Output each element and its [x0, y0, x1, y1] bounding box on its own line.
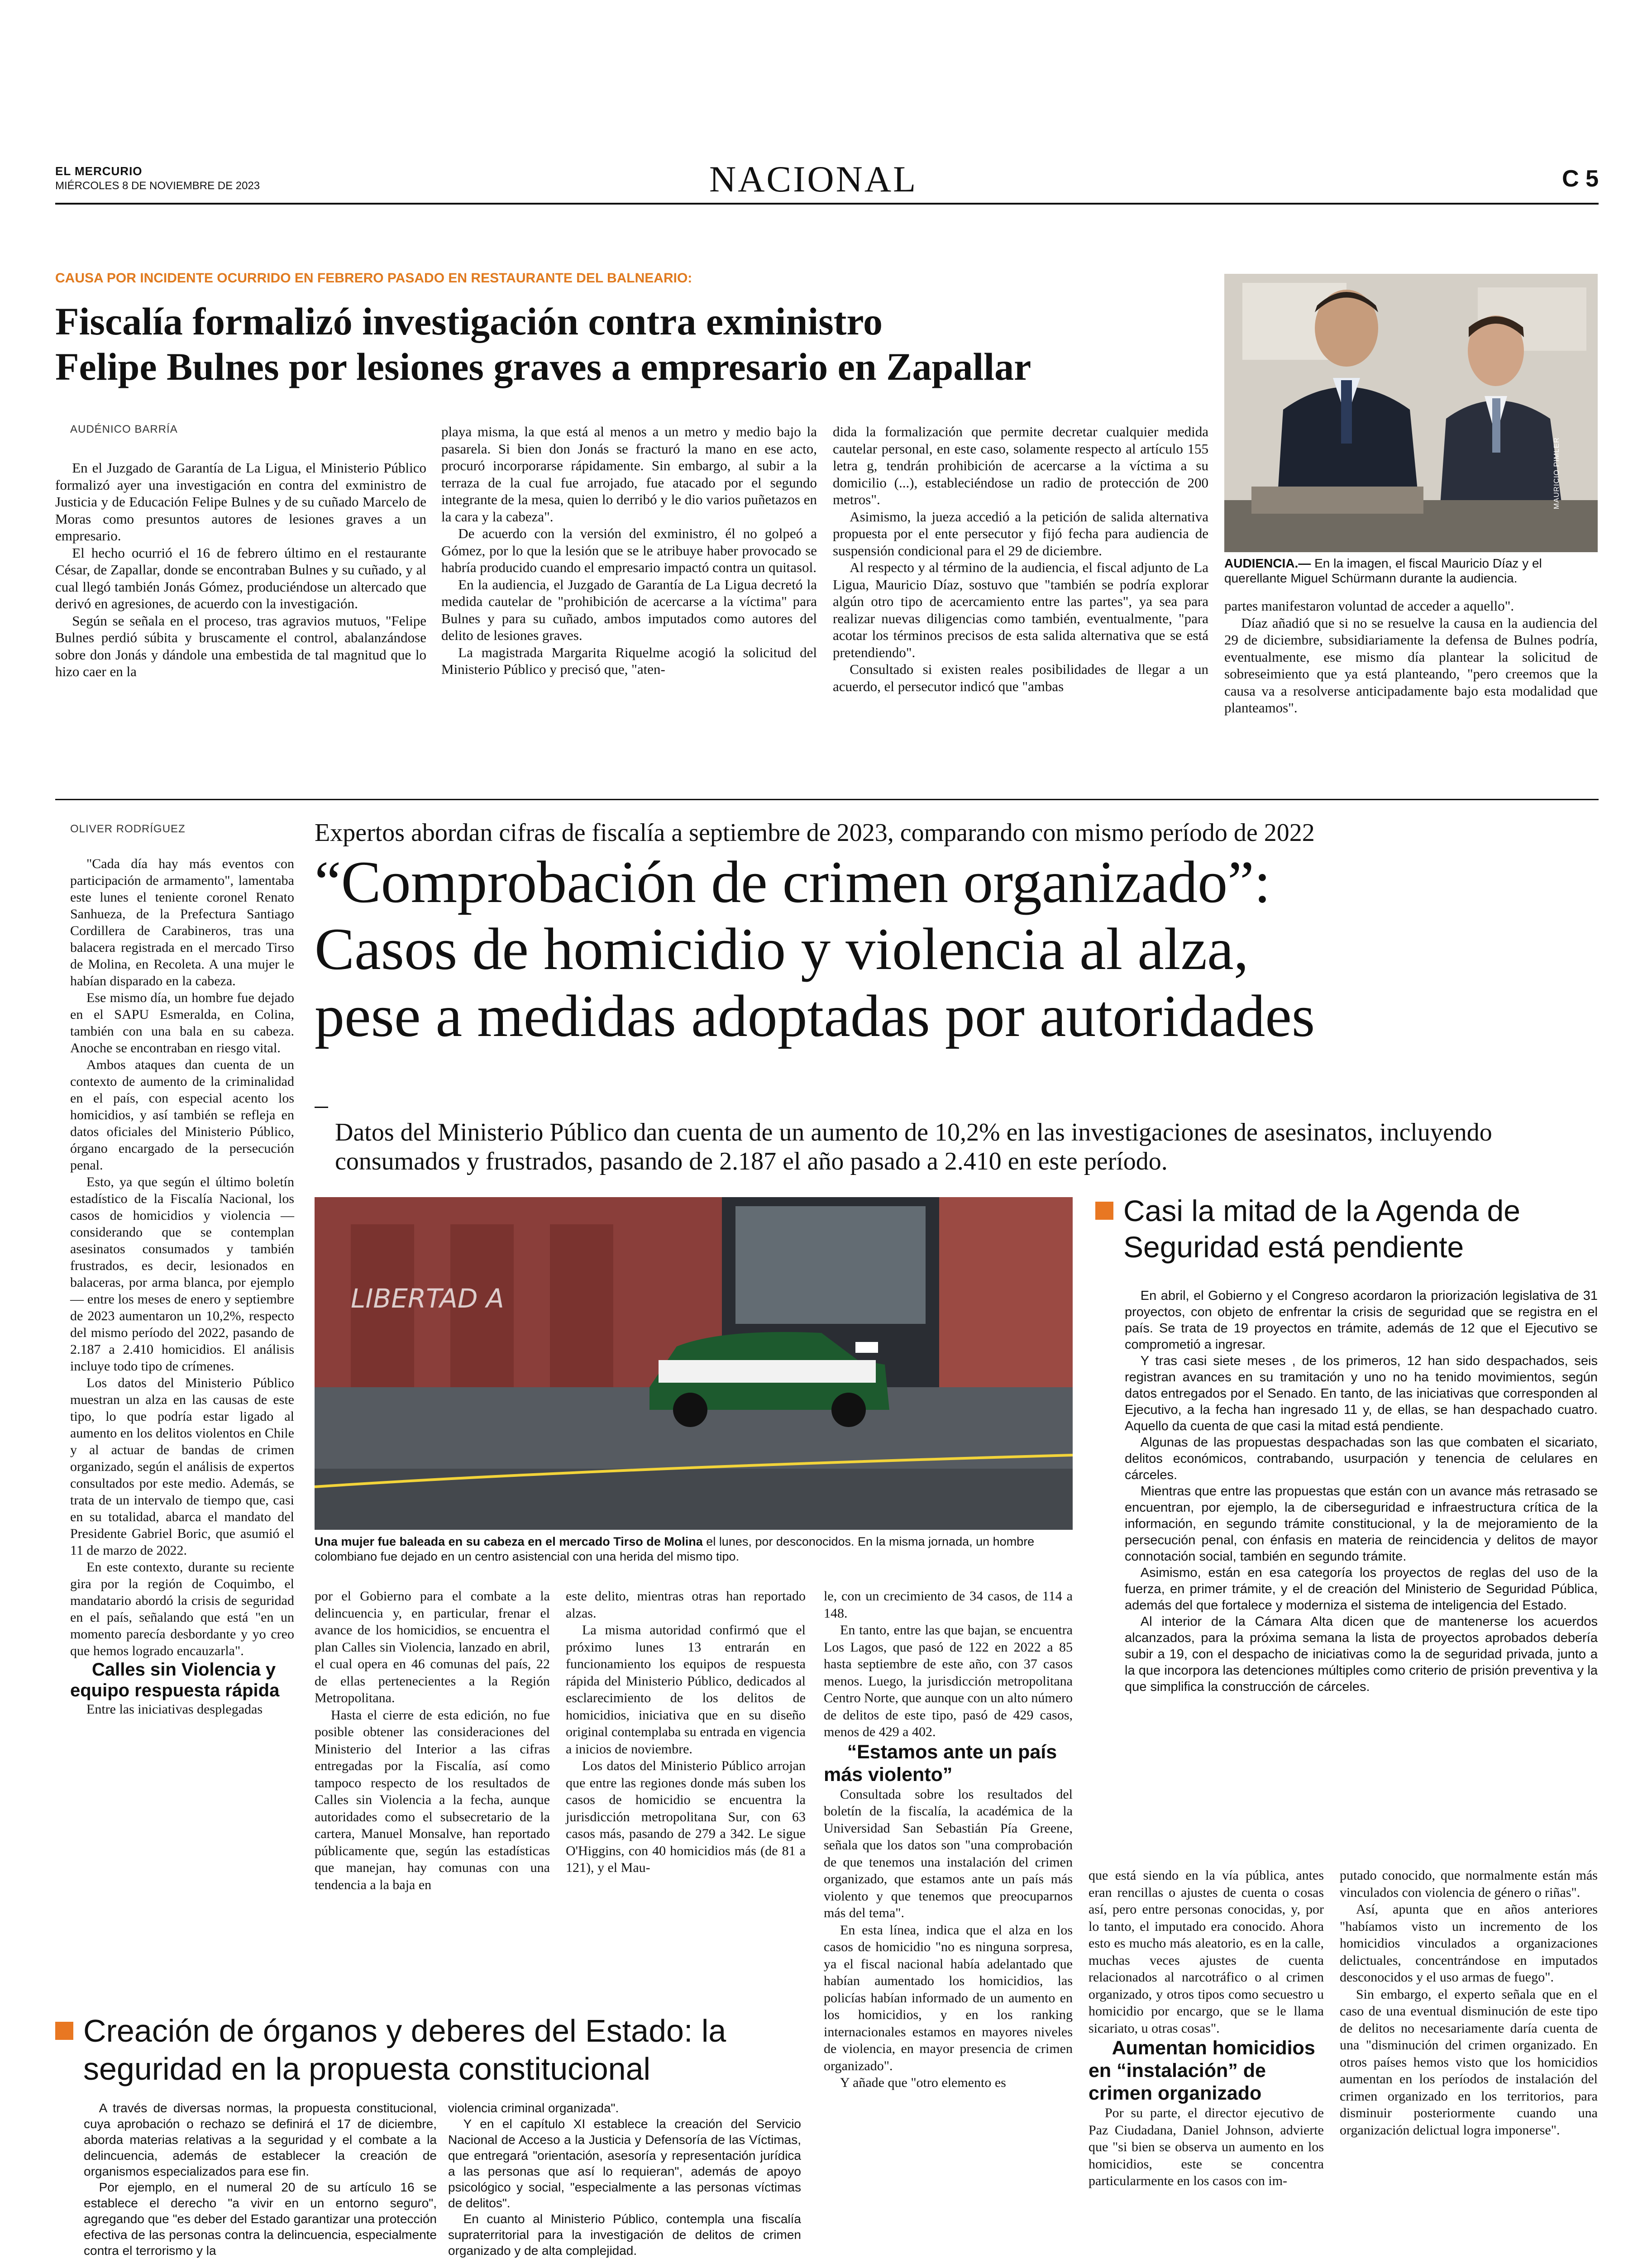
paragraph: Mientras que entre las propuestas que están con un avance más retrasado se encuentran, por ejemplo, la de ciberseguridad e infraestructura crítica de la información, en segundo trámite constitucional, y la de mejoramiento de la persecución penal, con énfasis en materia de reincidencia y delitos de mayor connotación social, también en segundo trámite.	[1125, 1484, 1598, 1564]
photo-credit: MAURICIO PIMLER	[1552, 437, 1561, 509]
paragraph: En abril, el Gobierno y el Congreso acordaron la priorización legislativa de 31 proyectos, con objeto de enfrentar la crisis de seguridad que se registra en el país. Se trata de 19 proyectos en trámite, además de 12 que el Ejecutivo se comprometió a ingresar.	[1125, 1289, 1598, 1352]
paragraph: Al interior de la Cámara Alta dicen que de mantenerse los acuerdos alcanzados, para la próxima semana la lista de proyectos aprobados debería subir a 19, con el despacho de iniciativas como la de seguridad privada, junto a la que incorpora las detenciones múltiples como criterio de prisión preventiva y la que simplifica la construcción de cárceles.	[1125, 1614, 1598, 1694]
story2-left-col	[70, 855, 294, 1718]
paragraph: El hecho ocurrió el 16 de febrero último en el restaurante César, de Zapallar, donde se encontraban Bulnes y su cuñado, y al cual llegó también Jonás Gómez, produciéndose un altercado que derivó en agresiones, de acuerdo con la investigación.	[55, 544, 426, 611]
paragraph: Y en el capítulo XI establece la creación del Servicio Nacional de Acceso a la Justicia y Defensoría de las Víctimas, que entregará "orientación, asesoría y representación jurídica a las personas que así lo requieran", además de apoyo psicológico y social, "especialmente a las personas víctimas de delitos".	[448, 2117, 801, 2210]
caption-text: En la imagen, el fiscal Mauricio Díaz y el querellante Miguel Schürmann durante la audiencia.	[1224, 556, 1542, 585]
section-title: NACIONAL	[709, 158, 918, 200]
divider-story1	[55, 799, 1599, 800]
deck-marker	[315, 1107, 328, 1108]
paragraph: Por su parte, el director ejecutivo de Paz Ciudadana, Daniel Johnson, advierte que "si bien se observa un aumento en los homicidios, este se concentra particularmente en los casos con im-	[1089, 2105, 1324, 2188]
paragraph: Por ejemplo, en el numeral 20 de su artículo 16 se establece el derecho "a vivir en un entorno seguro", agregando que "es deber del Estado garantizar una protección efectiva de las personas contra la delincuencia, especialmente contra el terrorismo y la	[84, 2180, 437, 2258]
masthead-rule	[55, 203, 1599, 205]
paragraph: En esta línea, indica que el alza en los casos de homicidio "no es ninguna sorpresa, ya el fiscal nacional había adelantado que habían aumentado los homicidios, las policías habían informado de un aumento en los homicidios, y en los ranking internacionales estamos en mayores niveles de violencia, en mayor presencia de crimen organizado".	[824, 1922, 1073, 2073]
paragraph: dida la formalización que permite decretar cualquier medida cautelar personal, en este caso, solamente respecto al artículo 155 letra g, tendrán prohibición de acercarse a la víctima a su domicilio (...), estableciéndose un radio de protección de 200 metros".	[833, 424, 1208, 507]
paragraph: Algunas de las propuestas despachadas son las que combaten el sicariato, delitos económicos, contrabando, usurpación y tenencia de celulares en cárceles.	[1125, 1435, 1598, 1482]
paragraph: A través de diversas normas, la propuesta constitucional, cuya aprobación o rechazo se definirá el 17 de diciembre, aborda materias relativas a la seguridad y el combate a la delincuencia, además de establecer la creación de organismos especializados para ese fin.	[84, 2101, 437, 2178]
paragraph: Díaz añadió que si no se resuelve la causa en la audiencia del 29 de diciembre, subsidiariamente la defensa de Bulnes podría, eventualmente, ese mismo día plantear la solicitud de sobreseimiento que ya está planteando, "pero creemos que la causa va a resolverse anticipadamente bajo esta modalidad que planteamos".	[1224, 615, 1598, 716]
paragraph: Consultada sobre los resultados del boletín de la fiscalía, la académica de la Universidad San Sebastián Pía Greene, señala que los datos son "una comprobación de que tenemos una instalación del crimen organizado, que estamos ante un país más violento y que tenemos que preocuparnos más del tema".	[824, 1786, 1073, 1920]
story2-col-c	[824, 1588, 1073, 2091]
subhead: Aumentan homicidios en “instalación” de crimen organizado	[1089, 2037, 1315, 2104]
paragraph: La magistrada Margarita Riquelme acogió la solicitud del Ministerio Público y precisó que, "aten-	[441, 644, 817, 677]
paragraph: playa misma, la que está al menos a un metro y medio bajo la pasarela. Si bien don Jonás se fracturó la mano en ese acto, procuró incorporarse rápidamente. Sin embargo, al subir a la terraza de la cual fue arrojado, fue atacado por el segundo integrante de la mesa, quien lo derribó y le dio varios puñetazos en la cara y la cabeza".	[441, 424, 817, 525]
caption-label: AUDIENCIA.—	[1224, 556, 1311, 570]
story2-headline-line2: Casos de homicidio y violencia al alza,	[315, 916, 1249, 982]
paragraph: En la audiencia, el Juzgado de Garantía de La Ligua decretó la medida cautelar de "prohibición de acercarse a la víctima" para Bulnes y para su cuñado, ambos imputados como autores del delito de lesiones graves.	[441, 576, 817, 643]
courtroom-photo	[1224, 274, 1598, 552]
sidebar1-title-line2: Seguridad está pendiente	[1123, 1230, 1464, 1264]
paragraph: Los datos del Ministerio Público muestran un alza en las causas de este tipo, lo que podría estar ligado al aumento en los delitos violentos en Chile y al actuar de bandas de crimen organizado, según el análisis de expertos consultados por este medio. Además, se trata de un intervalo de tiempo que, casi en su totalidad, abarca el mandato del Presidente Gabriel Boric, que asumió el 11 de marzo de 2022.	[70, 1375, 294, 1558]
story2-deck: Datos del Ministerio Público dan cuenta de un aumento de 10,2% en las investigaciones de asesinatos, incluyendo consumados y frustrados, pasando de 2.187 el año pasado a 2.410 en este período.	[335, 1118, 1492, 1175]
subhead: Calles sin Violencia y equipo respuesta rápida	[70, 1660, 280, 1700]
sidebar1-body	[1125, 1288, 1598, 1695]
page-number: C 5	[1562, 166, 1599, 192]
paragraph: La misma autoridad confirmó que el próximo lunes 13 entrarán en funcionamiento los equipos de respuesta rápida del Ministerio Público, dedicados al esclarecimiento de los delitos de homicidios, iniciativa que en su diseño original contemplaba su entrada en vigencia a inicios de noviembre.	[566, 1623, 806, 1757]
masthead	[55, 158, 1599, 206]
story2-overline: Expertos abordan cifras de fiscalía a septiembre de 2023, comparando con mismo período de 2022	[315, 819, 1315, 847]
caption-bold: Una mujer fue baleada en su cabeza en el mercado Tirso de Molina	[315, 1535, 703, 1548]
paragraph: este delito, mientras otras han reportado alzas.	[566, 1589, 806, 1621]
paragraph: Al respecto y al término de la audiencia, el fiscal adjunto de La Ligua, Mauricio Díaz, sostuvo que "también se podría explorar algún otro tipo de acercamiento entre las partes", ya sea para realizar nuevas diligencias como también, eventualmente, "para acotar los términos precisos de esta salida alternativa que se está pretendiendo".	[833, 559, 1208, 660]
paragraph: Entre las iniciativas desplegadas	[86, 1702, 263, 1717]
paragraph: Asimismo, la jueza accedió a la petición de salida alternativa propuesta por el ente persecutor y fijó fecha para audiencia de suspensión condicional para el 29 de diciembre.	[833, 508, 1208, 559]
paragraph: por el Gobierno para el combate a la delincuencia y, en particular, frenar el avance de los homicidios, se encuentra el plan Calles sin Violencia, lanzado en abril, el cual opera en 46 comunas del país, 22 de ellas pertenecientes a la Región Metropolitana.	[315, 1589, 550, 1705]
story2-col-e	[1340, 1867, 1598, 2139]
story1-col3	[833, 423, 1208, 695]
paragraph: De acuerdo con la versión del exministro, él no golpeó a Gómez, por lo que la lesión que se le atribuye haber provocado se habría producido cuando el empresario impactó contra un quitasol.	[441, 525, 817, 575]
paragraph: que está siendo en la vía pública, antes eran rencillas o ajustes de cuenta o cosas así, pero entre personas conocidas, y, por lo tanto, el imputado era conocido. Ahora esto es mucho más aleatorio, es en la calle, muchas veces ajustes de cuenta relacionados al narcotráfico o al crimen organizado, y otros tipos como secuestro u homicidio por encargo, que se le llama sicariato, u otras cosas".	[1089, 1868, 1324, 2036]
paragraph: Hasta el cierre de esta edición, no fue posible obtener las consideraciones del Ministerio del Interior a las cifras entregadas por la Fiscalía, así como tampoco respecto de los resultados de Calles sin Violencia a la fecha, aunque autoridades como el subsecretario de la cartera, Manuel Monsalve, han reportado públicamente que, según las estadísticas que manejan, hay comunas con una tendencia a la baja en	[315, 1707, 550, 1892]
crime-scene-photo	[315, 1197, 1073, 1530]
paragraph: Según se señala en el proceso, tras agravios mutuos, "Felipe Bulnes perdió súbita y bruscamente el control, abalanzándose sobre don Jonás y dándole una embestida de tal magnitud que lo hizo caer en la	[55, 612, 426, 679]
title-text: Creación de órganos y deberes del Estado: la	[83, 2013, 726, 2048]
story1-headline-line1: Fiscalía formalizó investigación contra exministro	[55, 300, 883, 343]
crime-scene-illustration	[315, 1197, 1073, 1530]
paragraph: Ese mismo día, un hombre fue dejado en el SAPU Esmeralda, en Colina, también con una bala en su cabeza. Anoche se encontraban en riesgo vital.	[70, 990, 294, 1055]
story1-col1	[55, 459, 426, 680]
paragraph: le, con un crecimiento de 34 casos, de 114 a 148.	[824, 1589, 1073, 1621]
crime-photo-caption	[315, 1534, 1073, 1564]
sidebar2-title-line2: seguridad en la propuesta constitucional	[83, 2051, 651, 2086]
courtroom-caption	[1224, 556, 1598, 586]
paragraph: Los datos del Ministerio Público arrojan que entre las regiones donde más suben los casos de homicidio se encuentra la jurisdicción metropolitana Sur, con 63 casos más, pasando de 279 a 342. Le sigue O'Higgins, con 40 homicidios más (de 81 a 121), y el Mau-	[566, 1758, 806, 1875]
story2-col-b	[566, 1588, 806, 1876]
orange-square-icon	[55, 2022, 73, 2040]
story1-col4	[1224, 597, 1598, 716]
story2-headline-line1: “Comprobación de crimen organizado”:	[315, 849, 1271, 915]
paper-name: EL MERCURIO	[55, 164, 143, 178]
title-text: Casi la mitad de la Agenda de	[1123, 1194, 1520, 1227]
paragraph: Consultado si existen reales posibilidades de llegar a un acuerdo, el persecutor indicó que "ambas	[833, 661, 1208, 694]
courtroom-illustration	[1224, 274, 1598, 552]
sidebar2-col1	[84, 2100, 437, 2258]
paragraph: En tanto, entre las que bajan, se encuentra Los Lagos, que pasó de 122 en 2022 a 85 hasta septiembre de este año, con 37 casos menos. Luego, la jurisdicción metropolitana Centro Norte, que aunque con un alto número de delitos de este tipo, pasó de 429 casos, menos de 429 a 402.	[824, 1623, 1073, 1739]
graffiti-text: LIBERTAD A	[351, 1283, 504, 1314]
sidebar1-title-line1	[1095, 1193, 1598, 1229]
sidebar2-col2	[448, 2100, 801, 2258]
paragraph: En este contexto, durante su reciente gira por la región de Coquimbo, el mandatario abordó la crisis de seguridad en el país, señalando que está "en un momento parecía desbordante y yo creo que hemos logrado encauzarla".	[70, 1560, 294, 1658]
paragraph: Esto, ya que según el último boletín estadístico de la Fiscalía Nacional, los casos de homicidios y violencia —considerando que se contemplan asesinatos consumados y también frustrados, es decir, lesionados en balaceras, por arma blanca, por ejemplo— entre los meses de enero y septiembre de 2023 aumentaron un 10,2%, respecto del mismo período del 2022, pasando de 2.187 a 2.410 homicidios. El análisis incluye todo tipo de crímenes.	[70, 1174, 294, 1374]
paragraph: Y añade que "otro elemento es	[840, 2075, 1006, 2090]
paragraph: violencia criminal organizada".	[448, 2101, 619, 2115]
paragraph: En cuanto al Ministerio Público, contempla una fiscalía supraterritorial para la investigación de delitos de crimen organizado y de alta complejidad.	[448, 2212, 801, 2258]
paragraph: Asimismo, están en esa categoría los proyectos de reglas del uso de la fuerza, en primer trámite, y el de creación del Ministerio de Seguridad Pública, además del que fortalece y moderniza el sistema de inteligencia del Estado.	[1125, 1566, 1598, 1613]
paragraph: Ambos ataques dan cuenta de un contexto de aumento de la criminalidad en el país, con especial acento los homicidios, y así también se refleja en datos oficiales del Ministerio Público, órgano encargado de la persecución penal.	[70, 1057, 294, 1173]
subhead: “Estamos ante un país más violento”	[824, 1741, 1057, 1786]
paragraph: putado conocido, que normalmente están más vinculados con violencia de género o riñas".	[1340, 1868, 1598, 1900]
paragraph: Así, apunta que en años anteriores "habíamos visto un incremento de los homicidios vinculados a organizaciones delictuales, concentrándose en imputados desconocidos y el uso armas de fuego".	[1340, 1902, 1598, 1985]
story2-byline: OLIVER RODRÍGUEZ	[70, 823, 186, 835]
story2-headline	[315, 849, 1600, 1050]
story1-headline	[55, 299, 1214, 389]
paragraph: En el Juzgado de Garantía de La Ligua, el Ministerio Público formalizó ayer una investigación en contra del exministro de Justicia y de Educación Felipe Bulnes y de su cuñado Marcelo de Moras como presuntos autores de lesiones graves a un empresario.	[55, 460, 426, 544]
orange-square-icon	[1095, 1202, 1113, 1220]
story1-headline-line2: Felipe Bulnes por lesiones graves a empresario en Zapallar	[55, 345, 1031, 388]
caption-text: el lunes, por desconocidos. En la misma jornada, un hombre colombiano fue dejado en un centro asistencial con una herida del mismo tipo.	[315, 1535, 1035, 1563]
paragraph: "Cada día hay más eventos con participación de armamento", lamentaba este lunes el teniente coronel Renato Sanhueza, de la Prefectura Santiago Cordillera de Carabineros, tras una balacera registrada en el mercado Tirso de Molina, en Recoleta. A una mujer le habían disparado en la cabeza.	[70, 856, 294, 988]
sidebar1-title	[1095, 1193, 1598, 1265]
story1-kicker: CAUSA POR INCIDENTE OCURRIDO EN FEBRERO PASADO EN RESTAURANTE DEL BALNEARIO:	[55, 271, 692, 286]
paragraph: Y tras casi siete meses , de los primeros, 12 han sido despachados, seis registran avances en su tramitación y uno no ha tenido movimientos, según datos entregados por el Senado. En tanto, de las iniciativas que corresponden al Ejecutivo, a la fecha han ingresado 11 y, de ellas, se han despachado cuatro. Aquello da cuenta de que casi la mitad está pendiente.	[1125, 1354, 1598, 1433]
story2-headline-line3: pese a medidas adoptadas por autoridades	[315, 983, 1315, 1049]
sidebar2-title	[55, 2012, 788, 2088]
story1-byline: AUDÉNICO BARRÍA	[70, 423, 178, 435]
issue-date: MIÉRCOLES 8 DE NOVIEMBRE DE 2023	[55, 180, 260, 192]
paragraph: Sin embargo, el experto señala que en el caso de una eventual disminución de este tipo de delitos no necesariamente daría cuenta de una "disminución del crimen organizado. En otros países hemos visto que los homicidios aumentan en los períodos de instalación del crimen organizado en los territorios, para disminuir posteriormente cuando una organización delictual logra imponerse".	[1340, 1986, 1598, 2138]
sidebar2-title-line1	[55, 2012, 788, 2050]
story2-col-a	[315, 1588, 550, 1893]
story1-col2	[441, 423, 817, 678]
story2-col-d	[1089, 1867, 1324, 2190]
paragraph: partes manifestaron voluntad de acceder a aquello".	[1224, 598, 1514, 614]
